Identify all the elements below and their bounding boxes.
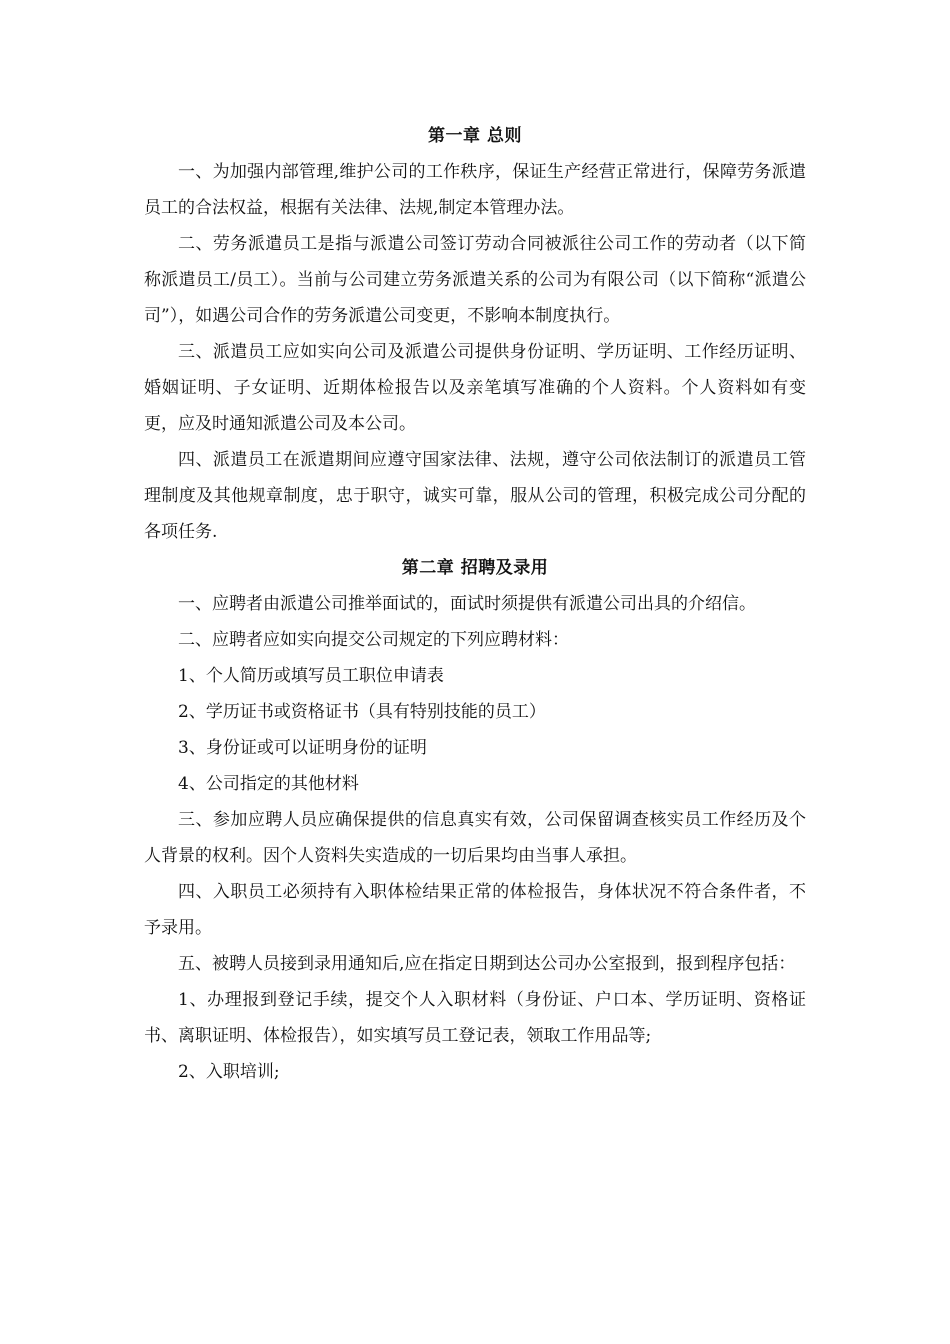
chapter-1-paragraph-3: 三、派遣员工应如实向公司及派遣公司提供身份证明、学历证明、工作经历证明、婚姻证明、子女证明、近期体检报告以及亲笔填写准确的个人资料。个人资料如有变更，应及时通知派遣公司及本公司。 xyxy=(144,342,806,434)
chapter-2-paragraph-4: 四、入职员工必须持有入职体检结果正常的体检报告，身体状况不符合条件者，不予录用。 xyxy=(144,882,806,938)
chapter-2-paragraph-5: 五、被聘人员接到录用通知后,应在指定日期到达公司办公室报到，报到程序包括： xyxy=(178,954,796,974)
chapter-1-paragraph-1: 一、为加强内部管理,维护公司的工作秩序，保证生产经营正常进行，保障劳务派遣员工的合法权益，根据有关法律、法规,制定本管理办法。 xyxy=(144,162,806,218)
material-item-1: 1、个人简历或填写员工职位申请表 xyxy=(178,666,444,686)
chapter-2-paragraph-3: 三、参加应聘人员应确保提供的信息真实有效，公司保留调查核实员工作经历及个人背景的权利。因个人资料失实造成的一切后果均由当事人承担。 xyxy=(144,810,806,866)
chapter-2-paragraph-2: 二、应聘者应如实向提交公司规定的下列应聘材料： xyxy=(178,630,569,650)
chapter-1-paragraph-2: 二、劳务派遣员工是指与派遣公司签订劳动合同被派往公司工作的劳动者（以下简称派遣员工/员工）。当前与公司建立劳务派遣关系的公司为有限公司（以下简称“派遣公司”），如遇公司合作的劳务派遣公司变更，不影响本制度执行。 xyxy=(144,234,806,326)
document-body xyxy=(144,118,806,1090)
onboarding-step-1: 1、办理报到登记手续，提交个人入职材料（身份证、户口本、学历证明、资格证书、离职证明、体检报告），如实填写员工登记表，领取工作用品等; xyxy=(144,990,806,1046)
chapter-2-title: 第二章 招聘及录用 xyxy=(401,558,549,578)
chapter-2-paragraph-1: 一、应聘者由派遣公司推举面试的，面试时须提供有派遣公司出具的介绍信。 xyxy=(178,594,756,614)
material-item-2: 2、学历证书或资格证书（具有特别技能的员工） xyxy=(178,702,546,722)
material-item-3: 3、身份证或可以证明身份的证明 xyxy=(178,738,427,758)
onboarding-step-2: 2、入职培训; xyxy=(178,1062,280,1082)
material-item-4: 4、公司指定的其他材料 xyxy=(178,774,359,794)
chapter-1-title: 第一章 总则 xyxy=(428,126,522,146)
chapter-1-paragraph-4: 四、派遣员工在派遣期间应遵守国家法律、法规，遵守公司依法制订的派遣员工管理制度及其他规章制度，忠于职守，诚实可靠，服从公司的管理，积极完成公司分配的各项任务. xyxy=(144,450,806,542)
